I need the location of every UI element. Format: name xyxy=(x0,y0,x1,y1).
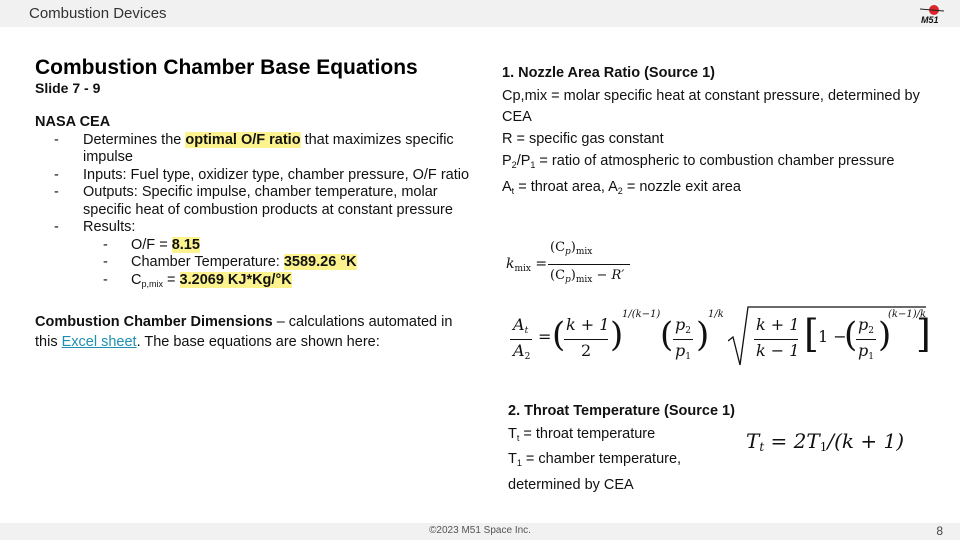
result-cp-mix: - $C_{p,mix} = 3.2069$ KJ*Kg/°K xyxy=(35,272,475,294)
throat-temp-equation: $T_t = 2T_1/(k + 1)$ xyxy=(746,429,905,454)
cea-bullet-outputs: - Outputs: Specific impulse, chamber temperature, molar specific heat of combustion products at constant pressure xyxy=(35,184,475,219)
def-r: R = specific gas constant xyxy=(502,131,664,147)
highlight-optimal-of: optimal O/F ratio xyxy=(185,131,301,148)
cea-bullet-inputs: - Inputs: Fuel type, oxidizer type, chamber pressure, O/F ratio xyxy=(35,167,475,185)
result-of-value: 8.15 xyxy=(171,236,200,253)
excel-sheet-link[interactable]: Excel sheet xyxy=(61,334,137,350)
result-chamber-temp-value: 3589.26 °K xyxy=(283,254,357,270)
slide-title: Combustion Chamber Base Equations xyxy=(35,56,418,79)
def-cp-mix: Cp,mix = molar specific heat at constant pressure, determined by CEA xyxy=(502,88,920,125)
dimensions-paragraph: Combustion Chamber Dimensions – calculations automated in this Excel sheet. The base equations are shown here: xyxy=(35,314,453,350)
slide-subtitle: Slide 7 - 9 xyxy=(35,80,101,96)
footer-bar xyxy=(0,523,960,540)
cea-heading: NASA CEA xyxy=(35,114,111,130)
results-list xyxy=(35,237,475,294)
page-number: 8 xyxy=(936,524,943,538)
cea-bullets xyxy=(35,132,475,237)
copyright-text: ©2023 M51 Space Inc. xyxy=(429,525,531,536)
kmix-equation: $k_{mix}$ = $(C_p)_{mix}$ $(C_p)_{mix} - R'$ xyxy=(506,240,646,290)
m51-logo xyxy=(918,3,946,25)
result-of: - O/F = 8.15 xyxy=(35,237,475,255)
svg-text:M51: M51 xyxy=(921,15,939,25)
def-t1: $T_1$ = chamber temperature, determined by CEA xyxy=(508,451,682,493)
cea-bullet-results: - Results: xyxy=(35,219,475,237)
nozzle-heading: 1. Nozzle Area Ratio (Source 1) xyxy=(502,65,715,81)
def-areas: $A_t$ = throat area, $A_2$ = nozzle exit area xyxy=(502,179,741,196)
throat-section xyxy=(508,401,735,496)
result-cp-mix-value: 3.2069 KJ*Kg/°K xyxy=(179,271,292,288)
def-tt: $T_t$ = throat temperature xyxy=(508,425,656,443)
cea-section xyxy=(35,114,475,293)
result-chamber-temp: - Chamber Temperature: 3589.26 °K xyxy=(35,254,475,272)
dimensions-heading: Combustion Chamber Dimensions xyxy=(35,314,273,330)
area-ratio-equation: $A_t$ $A_2$ = ( k + 1 2 ) 1/(k−1) ( $p_2$ $p_1$ ) 1/k k + 1 k − 1 [ 1 − ( $p_2$ $p_1$ ) (k−1)/k ] xyxy=(510,305,930,375)
header-title: Combustion Devices xyxy=(29,5,167,22)
header-bar xyxy=(0,0,960,27)
cea-bullet-ofratio: - Determines the optimal O/F ratio that maximizes specific impulse xyxy=(35,132,475,167)
left-column xyxy=(35,55,475,352)
def-pressure-ratio: $P_2/P_1$ = ratio of atmospheric to combustion chamber pressure xyxy=(502,153,895,170)
right-column xyxy=(502,63,922,202)
throat-heading: 2. Throat Temperature (Source 1) xyxy=(508,403,735,419)
